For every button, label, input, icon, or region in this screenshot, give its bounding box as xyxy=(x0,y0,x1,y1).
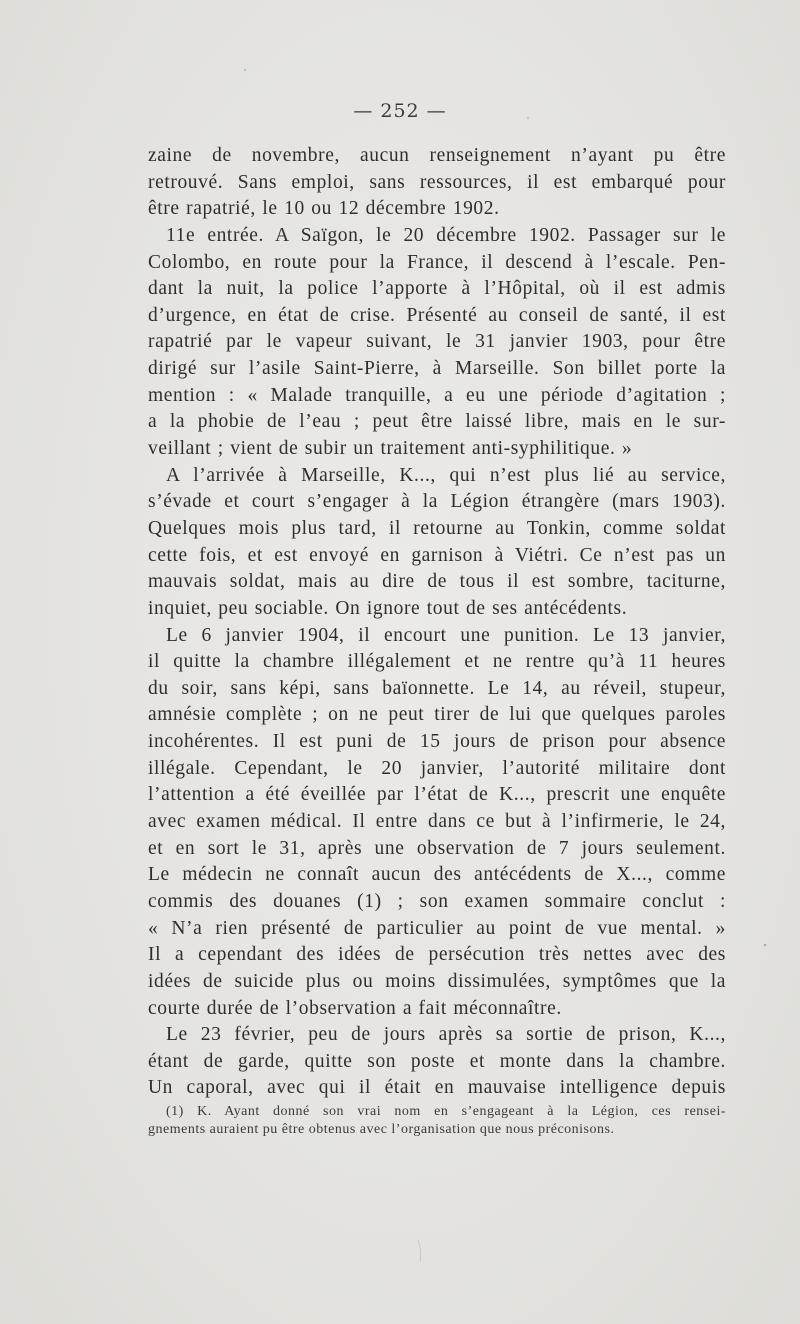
text-line: d’urgence, en état de crise. Présenté au conseil de santé, il est xyxy=(148,304,726,326)
text-line: cette fois, et est envoyé en garnison à Viétri. Ce n’est pas un xyxy=(148,544,726,566)
body-text xyxy=(148,143,726,1102)
text-line: amnésie complète ; on ne peut tirer de lui que quelques paroles xyxy=(148,704,726,726)
text-line: Un caporal, avec qui il était en mauvaise intelligence depuis xyxy=(148,1077,726,1099)
text-line: veillant ; vient de subir un traitement anti-syphilitique. » xyxy=(148,438,633,460)
page-number: — 252 — xyxy=(353,100,447,122)
text-line: Colombo, en route pour la France, il descend à l’escale. Pen- xyxy=(148,251,726,273)
footnote xyxy=(148,1103,726,1139)
text-line: 11e entrée. A Saïgon, le 20 décembre 1902. Passager sur le xyxy=(166,224,726,246)
text-line: mauvais soldat, mais au dire de tous il est sombre, taciturne, xyxy=(148,571,726,593)
text-line: illégale. Cependant, le 20 janvier, l’autorité militaire dont xyxy=(148,757,726,779)
text-line: il quitte la chambre illégalement et ne rentre qu’à 11 heures xyxy=(148,651,726,673)
text-line: a la phobie de l’eau ; peut être laissé libre, mais en le sur- xyxy=(148,411,726,433)
text-line: Le médecin ne connaît aucun des antécédents de X..., comme xyxy=(148,864,726,886)
text-line: rapatrié par le vapeur suivant, le 31 janvier 1903, pour être xyxy=(148,331,726,353)
text-line: « N’a rien présenté de particulier au point de vue mental. » xyxy=(148,917,726,939)
text-line: s’évade et court s’engager à la Légion étrangère (mars 1903). xyxy=(148,491,726,513)
text-line: mention : « Malade tranquille, a eu une période d’agitation ; xyxy=(148,384,726,406)
text-line: dirigé sur l’asile Saint-Pierre, à Marseille. Son billet porte la xyxy=(148,358,726,380)
text-line: Le 23 février, peu de jours après sa sortie de prison, K..., xyxy=(166,1024,726,1046)
text-line: zaine de novembre, aucun renseignement n’ayant pu être xyxy=(148,145,726,166)
text-line: et en sort le 31, après une observation de 7 jours seulement. xyxy=(148,837,726,859)
text-line: dant la nuit, la police l’apporte à l’Hôpital, où il est admis xyxy=(148,278,726,300)
footnote-line: gnements auraient pu être obtenus avec l’organisation que nous préconisons. xyxy=(148,1122,615,1137)
text-line: commis des douanes (1) ; son examen sommaire conclut : xyxy=(148,890,726,912)
text-line: idées de suicide plus ou moins dissimulées, symptômes que la xyxy=(148,970,726,992)
text-line: incohérentes. Il est puni de 15 jours de prison pour absence xyxy=(148,731,726,753)
text-line: l’attention a été éveillée par l’état de K..., prescrit une enquête xyxy=(148,784,726,806)
text-line: du soir, sans képi, sans baïonnette. Le 14, au réveil, stupeur, xyxy=(148,677,726,699)
text-line: avec examen médical. Il entre dans ce but à l’infirmerie, le 24, xyxy=(148,811,726,833)
footnote-line: (1) K. Ayant donné son vrai nom en s’engageant à la Légion, ces rensei- xyxy=(166,1104,726,1119)
text-line: courte durée de l’observation a fait méconnaître. xyxy=(148,997,562,1019)
text-line: inquiet, peu sociable. On ignore tout de ses antécédents. xyxy=(148,597,628,619)
paper-speck xyxy=(244,69,246,71)
paper-speck xyxy=(764,944,767,947)
text-line: Quelques mois plus tard, il retourne au Tonkin, comme soldat xyxy=(148,517,726,539)
text-line: Le 6 janvier 1904, il encourt une punition. Le 13 janvier, xyxy=(166,624,726,646)
text-line: A l’arrivée à Marseille, K..., qui n’est plus lié au service, xyxy=(166,464,726,486)
text-line: Il a cependant des idées de persécution très nettes avec des xyxy=(148,944,726,966)
text-line: retrouvé. Sans emploi, sans ressources, il est embarqué pour xyxy=(148,171,726,193)
paper-speck xyxy=(418,1240,421,1262)
text-line: étant de garde, quitte son poste et monte dans la chambre. xyxy=(148,1050,726,1072)
text-line: être rapatrié, le 10 ou 12 décembre 1902. xyxy=(148,198,500,220)
